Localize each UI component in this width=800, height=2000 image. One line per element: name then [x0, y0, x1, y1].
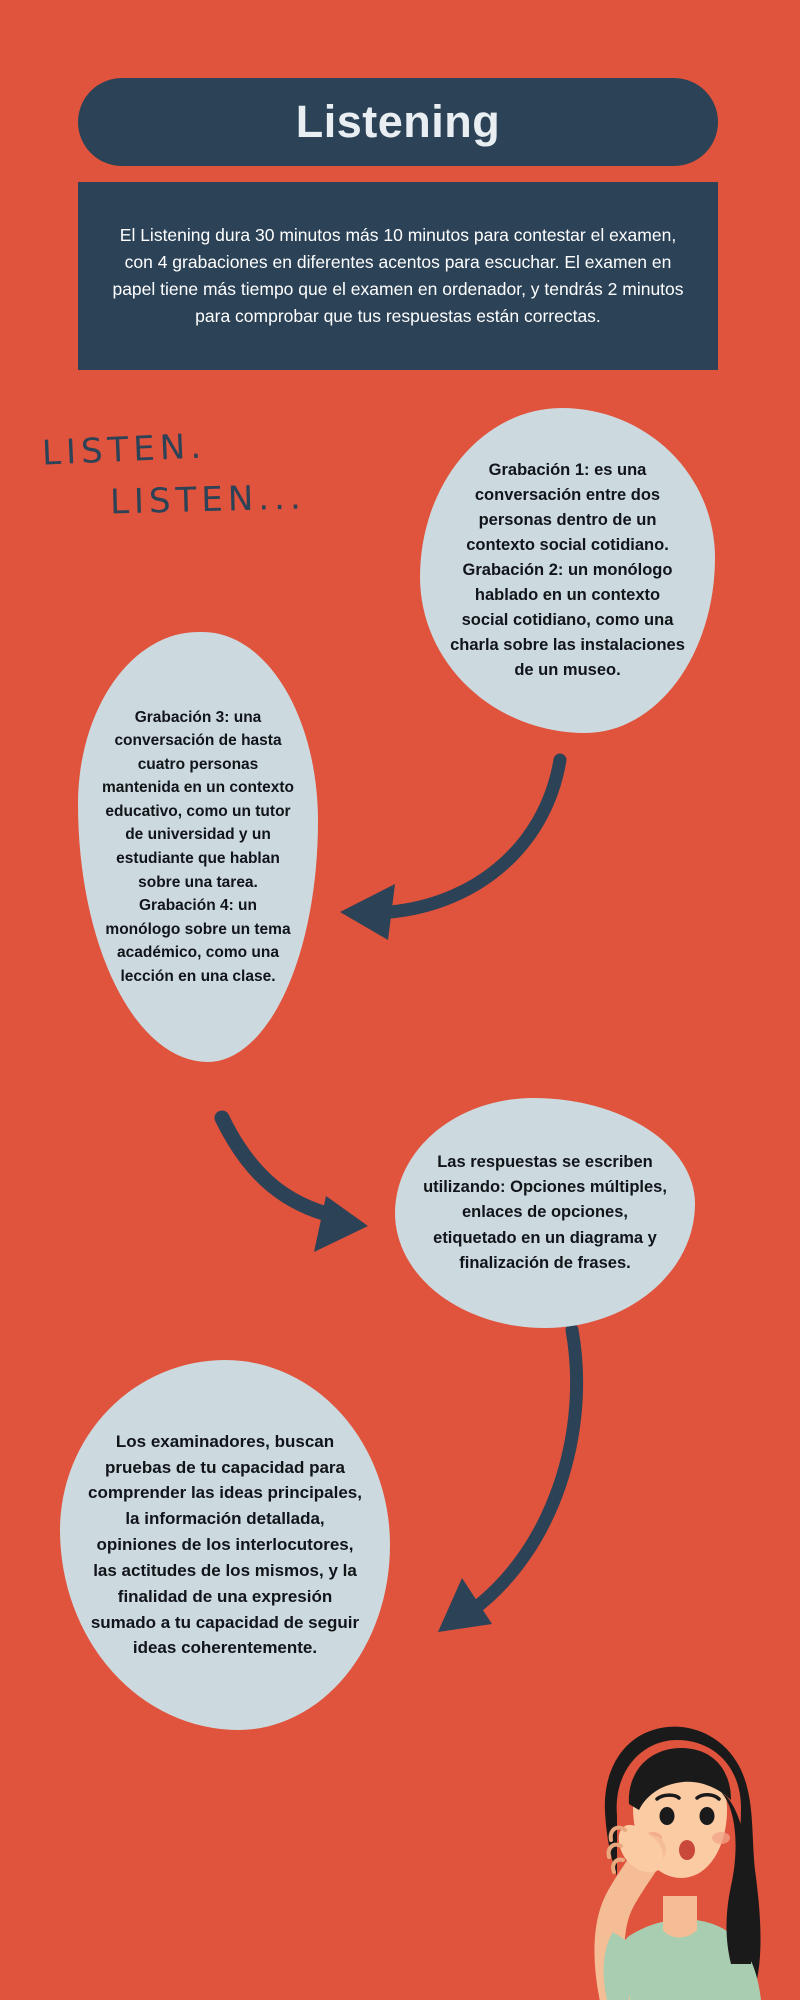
listen-script-decoration — [41, 426, 372, 550]
bubble-examiner-criteria-text: Los examinadores, buscan pruebas de tu capacidad para comprender las ideas principales, la información detallada, opiniones de los interlocutores, las actitudes de los mismos, y la finalidad de una expresión sumado a tu capacidad de seguir ideas coherentemente. — [87, 1431, 362, 1658]
bubble-recordings-3-4 — [78, 632, 318, 1062]
intro-text: El Listening dura 30 minutos más 10 minutos para contestar el examen, con 4 grabaciones en diferentes acentos para escuchar. El examen en papel tiene más tiempo que el examen en ordenador, y tendrás 2 minutos para comprobar que tus respuestas están correctas. — [112, 224, 684, 326]
intro-box — [78, 182, 718, 370]
page-title: Listening — [295, 96, 501, 147]
bubble-examiner-criteria — [60, 1360, 390, 1730]
arrow-3-icon — [438, 1330, 577, 1632]
listening-person-illustration — [555, 1700, 800, 2000]
listen-script-line-2: LISTEN... — [109, 477, 307, 523]
arrow-1-icon — [340, 760, 560, 940]
listen-script-line-1: LISTEN. — [41, 426, 207, 474]
bubble-recordings-1-2 — [420, 408, 715, 733]
bubble-recordings-1-2-text: Grabación 1: es una conversación entre dos personas dentro de un contexto social cotidiano. Grabación 2: un monólogo hablado en un contexto social cotidiano, como una charla sobre las instalaciones de un museo. — [450, 460, 685, 680]
arrow-2-icon — [222, 1118, 368, 1252]
bubble-recordings-3-4-text: Grabación 3: una conversación de hasta cuatro personas mantenida en un contexto educativo, como un tutor de universidad y un estudiante que hablan sobre una tarea. Grabación 4: un monólogo sobre un tema académico, como una lección en una clase. — [101, 708, 295, 985]
bubble-answer-formats-text: Las respuestas se escriben utilizando: Opciones múltiples, enlaces de opciones, etiquetado en un diagrama y finalización de frases. — [423, 1153, 667, 1272]
bubble-answer-formats — [395, 1098, 695, 1328]
page-title-pill — [78, 78, 718, 166]
